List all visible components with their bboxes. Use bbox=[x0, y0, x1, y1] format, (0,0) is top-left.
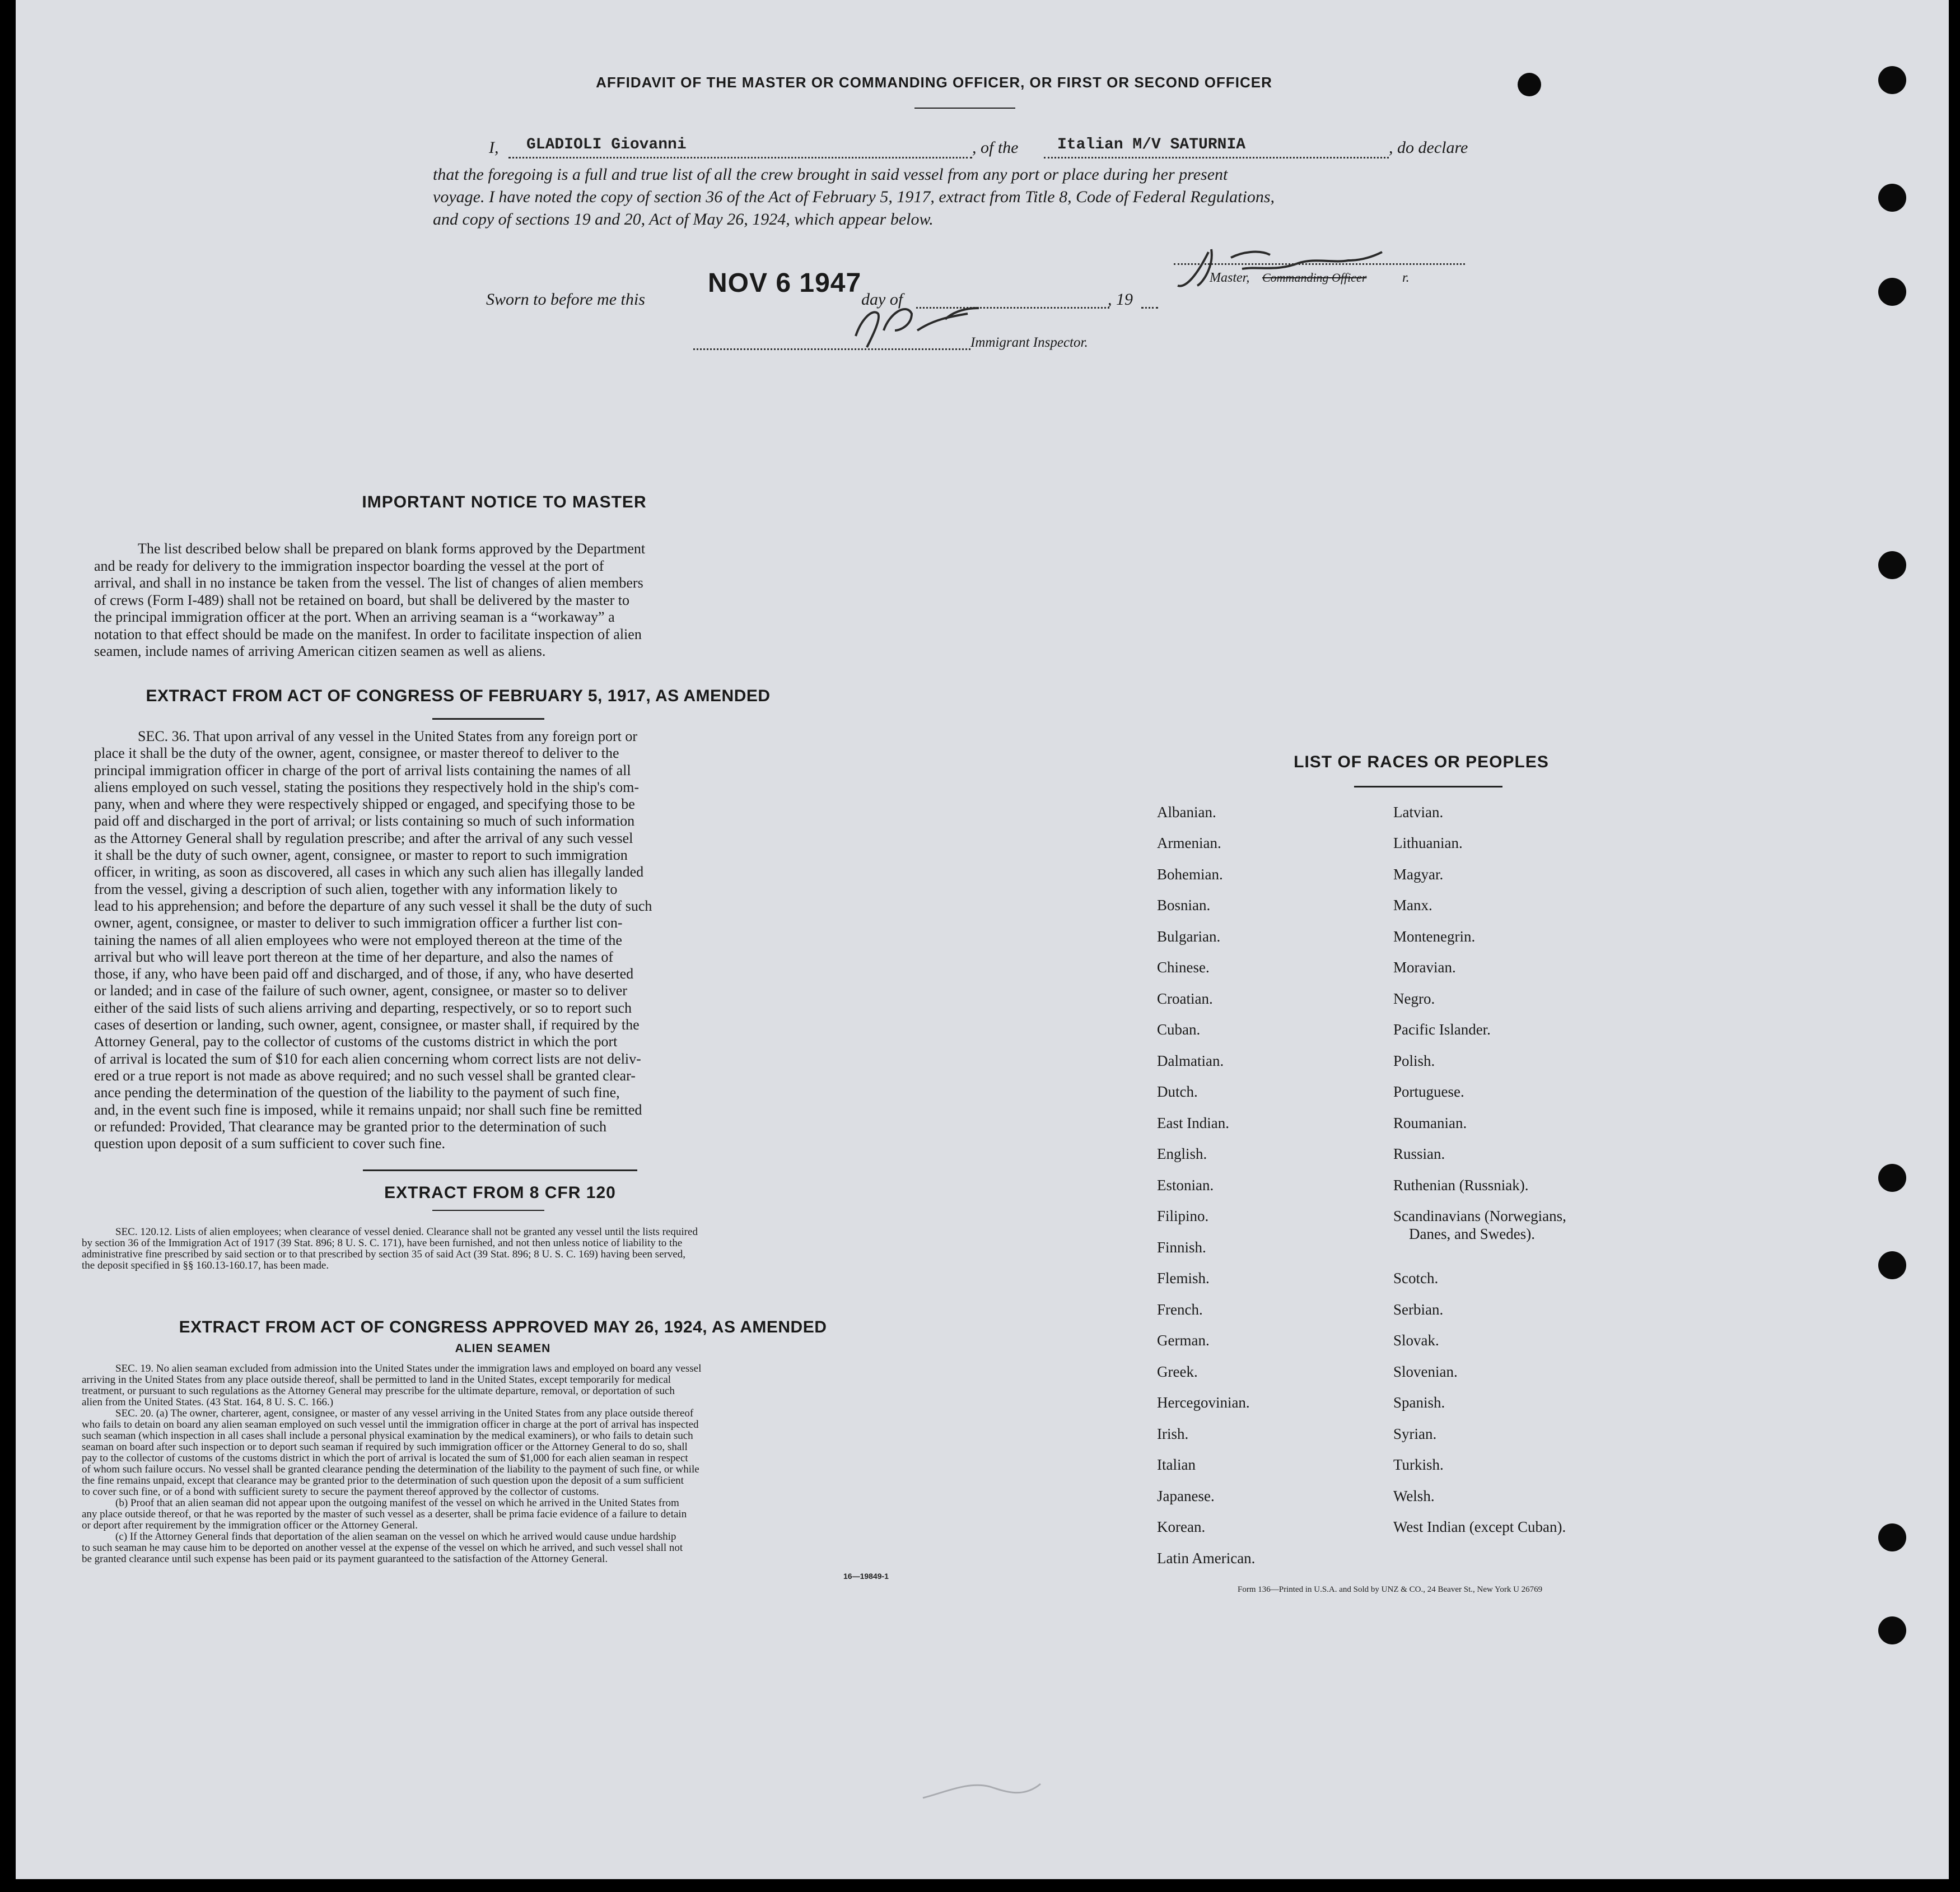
cfr-line: by section 36 of the Immigration Act of 1917 (39 Stat. 896; 8 U. S. C. 171), have been furnished, and not then unless notice of liability to the bbox=[82, 1237, 683, 1249]
act-1924-line: to cover such fine, or of a bond with sufficient surety to secure the payment thereof approved by the collector of customs. bbox=[82, 1486, 599, 1498]
punch-hole bbox=[1878, 1251, 1906, 1279]
race-item: Dalmatian. bbox=[1157, 1052, 1224, 1069]
divider bbox=[363, 1169, 637, 1171]
race-item: Negro. bbox=[1393, 990, 1435, 1007]
race-item: Finnish. bbox=[1157, 1239, 1206, 1256]
race-item: Korean. bbox=[1157, 1518, 1206, 1535]
race-item: Manx. bbox=[1393, 897, 1432, 914]
act-1924-line: alien from the United States. (43 Stat. 164, 8 U. S. C. 166.) bbox=[82, 1396, 334, 1408]
year-label: , 19 bbox=[1108, 290, 1133, 309]
act-line: those, if any, who have been paid off and discharged, and of those, if any, who have deserted bbox=[94, 966, 634, 982]
race-item: Lithuanian. bbox=[1393, 835, 1463, 851]
act-1924-line: who fails to detain on board any alien seaman employed on such vessel until the immigration officer in charge at the port of arrival has inspected bbox=[82, 1419, 699, 1430]
race-item: Bosnian. bbox=[1157, 897, 1211, 914]
act-line: ance pending the determination of the question of the liability to the payment of such fine, bbox=[94, 1084, 620, 1101]
notice-title: IMPORTANT NOTICE TO MASTER bbox=[362, 493, 647, 511]
act-line: officer, in writing, as soon as discovered, all cases in which any such alien has illegally landed bbox=[94, 864, 644, 880]
act-1924-line: seaman on board after such inspection or to deport such seaman if required by such immigration officer or the Attorney General to do so, shall bbox=[82, 1441, 688, 1453]
affidavit-body bbox=[433, 164, 1492, 231]
punch-hole bbox=[1878, 551, 1906, 579]
master-name: GLADIOLI Giovanni bbox=[526, 136, 687, 153]
act-line: or landed; and in case of the failure of such owner, agent, consignee, or master so to deliver bbox=[94, 982, 627, 999]
race-item: Polish. bbox=[1393, 1052, 1435, 1069]
race-item: Slovak. bbox=[1393, 1332, 1439, 1349]
race-item: Moravian. bbox=[1393, 959, 1456, 976]
act-line: lead to his apprehension; and before the departure of any such vessel it shall be the duty of such bbox=[94, 897, 652, 914]
race-item: English. bbox=[1157, 1145, 1207, 1162]
act-1924-line: such seaman (which inspection in all cases shall include a personal physical examination by the medical examiners), or who fails to detain such bbox=[82, 1430, 693, 1442]
act-line: arrival but who will leave port thereon at the time of her departure, and also the names of bbox=[94, 948, 613, 965]
race-item: Russian. bbox=[1393, 1145, 1445, 1162]
race-item: Armenian. bbox=[1157, 835, 1221, 851]
divider bbox=[914, 108, 1015, 109]
inspector-signature-line bbox=[693, 348, 970, 350]
act-line: question upon deposit of a sum sufficient to cover such fine. bbox=[94, 1135, 446, 1152]
act-line: or refunded: Provided, That clearance may be granted prior to the determination of such bbox=[94, 1118, 606, 1135]
race-item: French. bbox=[1157, 1301, 1203, 1318]
race-item: Greek. bbox=[1157, 1363, 1198, 1380]
punch-hole bbox=[1518, 73, 1541, 96]
race-item: Cuban. bbox=[1157, 1021, 1201, 1038]
punch-hole bbox=[1878, 1164, 1906, 1192]
race-item: Flemish. bbox=[1157, 1270, 1210, 1287]
act-1924-line: any place outside thereof, or that he was reported by the master of such vessel as a deserter, shall be prima facie evidence of a failure to detain bbox=[82, 1508, 687, 1520]
act-line: cases of desertion or landing, such owner, agent, consignee, or master shall, if required by the bbox=[94, 1017, 640, 1033]
act-1924-line: be granted clearance until such expense has been paid or its payment guaranteed to the satisfaction of the Attorney General. bbox=[82, 1553, 608, 1565]
act-line: it shall be the duty of such owner, agent, consignee, or master to report to such immigration bbox=[94, 847, 628, 864]
race-item: Chinese. bbox=[1157, 959, 1210, 976]
act-1917-title: EXTRACT FROM ACT OF CONGRESS OF FEBRUARY 5, 1917, AS AMENDED bbox=[146, 687, 771, 705]
act-line: pany, when and where they were respectively shipped or engaged, and specifying those to be bbox=[94, 796, 635, 813]
race-item: Albanian. bbox=[1157, 804, 1216, 821]
day-of-label: day of bbox=[861, 290, 903, 309]
sworn-label: Sworn to before me this bbox=[486, 290, 645, 309]
act-1924-line: treatment, or pursuant to such regulations as the Attorney General may prescribe for the ultimate departure, removal, or deportation of such bbox=[82, 1385, 675, 1397]
act-line: place it shall be the duty of the owner, agent, consignee, or master thereof to deliver to the bbox=[94, 745, 619, 762]
notice-line: notation to that effect should be made on the manifest. In order to facilitate inspection of alien bbox=[94, 626, 642, 642]
name-field-line bbox=[508, 157, 972, 159]
act-1924-line: or deport after requirement by the immigration officer or the Attorney General. bbox=[82, 1520, 418, 1531]
punch-hole bbox=[1878, 66, 1906, 94]
divider bbox=[432, 1210, 544, 1211]
act-line: SEC. 36. That upon arrival of any vessel in the United States from any foreign port or bbox=[138, 728, 637, 744]
act-1924-line: the fine remains unpaid, except that clearance may be granted prior to the determination of such question upon the deposit of a sum sufficient bbox=[82, 1475, 684, 1486]
race-item: Dutch. bbox=[1157, 1083, 1198, 1100]
cfr-line: the deposit specified in §§ 160.13-160.17, has been made. bbox=[82, 1260, 329, 1271]
bleed-through-mark bbox=[912, 1764, 1057, 1815]
cfr-title: EXTRACT FROM 8 CFR 120 bbox=[384, 1183, 616, 1202]
cfr-body bbox=[82, 1227, 911, 1271]
act-1924-title: EXTRACT FROM ACT OF CONGRESS APPROVED MAY 26, 1924, AS AMENDED bbox=[179, 1318, 827, 1336]
race-item: Danes, and Swedes). bbox=[1409, 1225, 1535, 1242]
race-item: Magyar. bbox=[1393, 866, 1444, 883]
race-item: Syrian. bbox=[1393, 1425, 1437, 1442]
notice-line: of crews (Form I-489) shall not be retained on board, but shall be delivered by the master to bbox=[94, 591, 629, 608]
act-1924-line: (c) If the Attorney General finds that deportation of the alien seaman on the vessel on which he arrived would cause undue hardship bbox=[115, 1531, 676, 1543]
notice-line: arrival, and shall in no instance be taken from the vessel. The list of changes of alien members bbox=[94, 575, 643, 591]
act-1924-line: arriving in the United States from any place outside thereof, shall be permitted to land in the United States, except temporarily for medical bbox=[82, 1374, 671, 1386]
sworn-date-stamp: NOV 6 1947 bbox=[708, 268, 862, 298]
race-item: Italian bbox=[1157, 1456, 1196, 1473]
notice-line: and be ready for delivery to the immigration inspector boarding the vessel at the port of bbox=[94, 557, 604, 574]
race-item: Japanese. bbox=[1157, 1488, 1215, 1504]
race-item: Estonian. bbox=[1157, 1177, 1214, 1194]
act-line: principal immigration officer in charge of the port of arrival lists containing the names of all bbox=[94, 762, 631, 779]
race-item: Bulgarian. bbox=[1157, 928, 1221, 945]
race-item: Croatian. bbox=[1157, 990, 1213, 1007]
race-item: Serbian. bbox=[1393, 1301, 1444, 1318]
act-1924-line: of whom such failure occurs. No vessel shall be granted clearance pending the determination of the liability to the payment of such fine, or while bbox=[82, 1464, 699, 1475]
act-line: either of the said lists of such aliens arriving and departing, respectively, or so to report such bbox=[94, 999, 632, 1016]
act-1924-line: (b) Proof that an alien seaman did not appear upon the outgoing manifest of the vessel on which he arrived in the United States from bbox=[115, 1497, 679, 1509]
divider bbox=[432, 718, 544, 720]
act-1924-line: SEC. 19. No alien seaman excluded from admission into the United States under the immigration laws and employed on board any vessel bbox=[115, 1363, 702, 1374]
act-1924-body bbox=[82, 1363, 911, 1565]
race-item: German. bbox=[1157, 1332, 1210, 1349]
race-item: Slovenian. bbox=[1393, 1363, 1458, 1380]
race-item: Irish. bbox=[1157, 1425, 1189, 1442]
printer-imprint: Form 136—Printed in U.S.A. and Sold by UNZ & CO., 24 Beaver St., New York U 26769 bbox=[1238, 1585, 1543, 1594]
race-item: East Indian. bbox=[1157, 1115, 1229, 1131]
vessel-name: Italian M/V SATURNIA bbox=[1057, 136, 1246, 153]
race-item: Latin American. bbox=[1157, 1550, 1256, 1567]
punch-hole bbox=[1878, 278, 1906, 306]
race-item: Latvian. bbox=[1393, 804, 1444, 821]
race-item: Roumanian. bbox=[1393, 1115, 1467, 1131]
affidavit-line: that the foregoing is a full and true list of all the crew brought in said vessel from any port or place during her present bbox=[433, 165, 1228, 184]
race-item: Portuguese. bbox=[1393, 1083, 1464, 1100]
race-item: Scotch. bbox=[1393, 1270, 1439, 1287]
of-the-label: , of the bbox=[972, 138, 1019, 157]
notice-line: The list described below shall be prepared on blank forms approved by the Department bbox=[138, 540, 646, 557]
act-line: and, in the event such fine is imposed, while it remains unpaid; nor shall such fine be remitted bbox=[94, 1101, 642, 1118]
year-field-line bbox=[1141, 307, 1158, 309]
affidavit-line: voyage. I have noted the copy of section 36 of the Act of February 5, 1917, extract from Title 8, Code of Federal Regulations, bbox=[433, 188, 1275, 206]
affidavit-line: and copy of sections 19 and 20, Act of May 26, 1924, which appear below. bbox=[433, 210, 934, 229]
race-item: Turkish. bbox=[1393, 1456, 1444, 1473]
notice-line: seamen, include names of arriving American citizen seamen as well as aliens. bbox=[94, 643, 546, 659]
do-declare-label: , do declare bbox=[1389, 138, 1468, 157]
race-item: Spanish. bbox=[1393, 1394, 1445, 1411]
act-line: Attorney General, pay to the collector of customs of the customs district in which the port bbox=[94, 1033, 618, 1050]
master-label: Master, bbox=[1210, 271, 1250, 285]
punch-hole bbox=[1878, 1523, 1906, 1551]
notice-body bbox=[94, 540, 822, 660]
affidavit-prefix: I, bbox=[489, 138, 499, 157]
master-suffix: r. bbox=[1402, 271, 1410, 285]
cfr-line: SEC. 120.12. Lists of alien employees; when clearance of vessel denied. Clearance shall not be granted any vessel until the lists required bbox=[115, 1226, 698, 1238]
punch-hole bbox=[1878, 184, 1906, 212]
inspector-label: Immigrant Inspector. bbox=[970, 335, 1088, 350]
race-item: Bohemian. bbox=[1157, 866, 1223, 883]
act-line: aliens employed on such vessel, stating the positions they respectively hold in the ship's com- bbox=[94, 779, 640, 795]
race-item: Filipino. bbox=[1157, 1208, 1209, 1224]
act-line: as the Attorney General shall by regulation prescribe; and after the arrival of any such vessel bbox=[94, 830, 633, 846]
race-item: Welsh. bbox=[1393, 1488, 1435, 1504]
act-line: from the vessel, giving a description of such alien, together with any information likely to bbox=[94, 880, 618, 897]
race-item: Montenegrin. bbox=[1393, 928, 1476, 945]
race-item: Pacific Islander. bbox=[1393, 1021, 1491, 1038]
act-1924-line: to such seaman he may cause him to be deported on another vessel at the expense of the vessel on which he arrived, and such vessel shall not bbox=[82, 1542, 683, 1554]
notice-line: the principal immigration officer at the port. When an arriving seaman is a “workaway” a bbox=[94, 609, 615, 625]
race-item: Scandinavians (Norwegians, bbox=[1393, 1208, 1566, 1224]
act-line: ered or a true report is not made as above required; and no such vessel shall be granted clear- bbox=[94, 1067, 636, 1084]
document-page bbox=[16, 0, 1949, 1879]
race-item: West Indian (except Cuban). bbox=[1393, 1518, 1566, 1535]
races-title: LIST OF RACES OR PEOPLES bbox=[1294, 753, 1549, 771]
race-item: Ruthenian (Russniak). bbox=[1393, 1177, 1529, 1194]
act-1917-body bbox=[94, 728, 822, 1152]
act-1924-line: pay to the collector of customs of the customs district in which the port of arrival is located the sum of $1,000 for each alien seaman in respect bbox=[82, 1452, 688, 1464]
act-line: owner, agent, consignee, or master to deliver to such immigration officer a further list con- bbox=[94, 915, 623, 931]
act-line: paid off and discharged in the port of arrival; or lists containing so much of such information bbox=[94, 813, 635, 830]
act-1924-line: SEC. 20. (a) The owner, charterer, agent, consignee, or master of any vessel arriving in the United States from any place outside thereof bbox=[115, 1408, 694, 1419]
divider bbox=[1354, 786, 1502, 787]
act-line: taining the names of all alien employees who were not employed thereon at the time of the bbox=[94, 931, 622, 948]
act-1924-subtitle: ALIEN SEAMEN bbox=[455, 1342, 551, 1355]
master-signature bbox=[1164, 235, 1444, 297]
cfr-line: administrative fine prescribed by said section or to that prescribed by section 35 of said Act (39 Stat. 896; 8 U. S. C. 169) having been served, bbox=[82, 1248, 686, 1260]
affidavit-title: AFFIDAVIT OF THE MASTER OR COMMANDING OFFICER, OR FIRST OR SECOND OFFICER bbox=[596, 74, 1272, 91]
form-code: 16—19849-1 bbox=[843, 1572, 889, 1581]
master-struck-title: Commanding Officer bbox=[1262, 271, 1367, 285]
race-item: Hercegovinian. bbox=[1157, 1394, 1250, 1411]
master-signature-line bbox=[1174, 263, 1465, 265]
punch-hole bbox=[1878, 1616, 1906, 1644]
act-line: of arrival is located the sum of $10 for each alien concerning whom correct lists are not deliv- bbox=[94, 1050, 641, 1067]
vessel-field-line bbox=[1044, 157, 1389, 159]
